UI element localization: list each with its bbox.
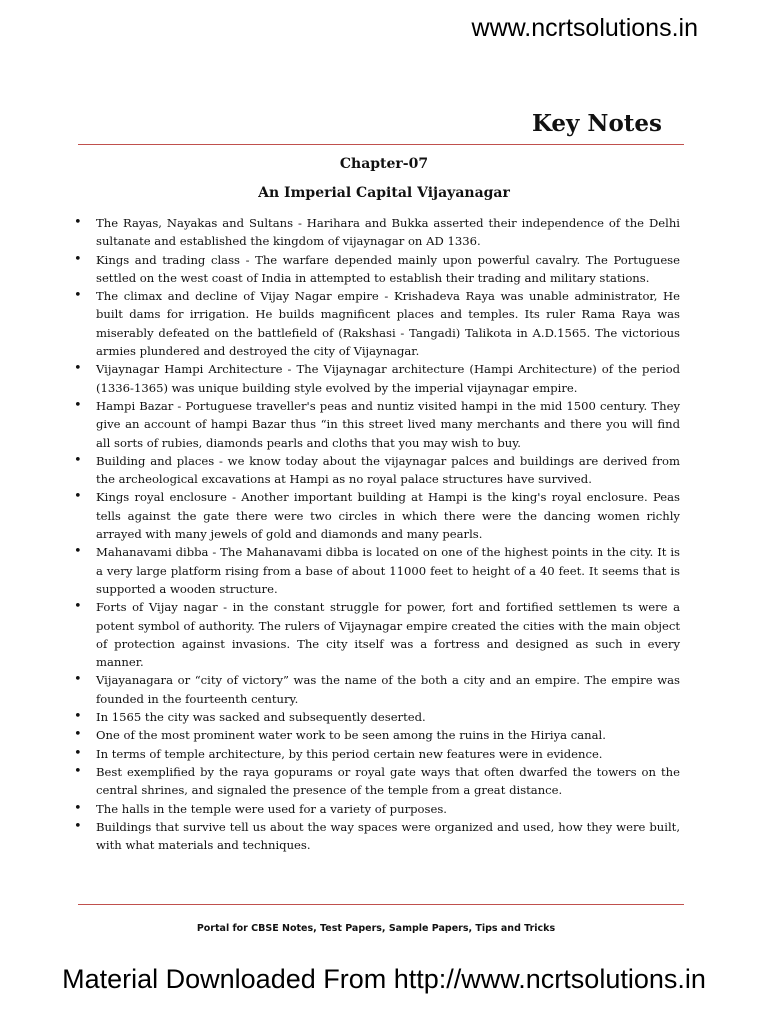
portal-footer-text: Portal for CBSE Notes, Test Papers, Sample Papers, Tips and Tricks	[196, 923, 556, 934]
list-item: • Kings and trading class - The warfare depended mainly upon powerful cavalry. The Portuguese settled on the west coast of India in attempted to establish their trading and military stations.	[96, 251, 680, 288]
list-item: • The Rayas, Nayakas and Sultans - Harihara and Bukka asserted their independence of the Delhi sultanate and established the kingdom of vijaynagar on AD 1336.	[96, 214, 680, 251]
list-item: • Vijayanagara or “city of victory” was the name of the both a city and an empire. The empire was founded in the fourteenth century.	[96, 671, 680, 708]
list-item: • In 1565 the city was sacked and subsequently deserted.	[96, 708, 680, 726]
key-notes-heading: Key Notes	[531, 110, 662, 137]
list-item: • Forts of Vijay nagar - in the constant struggle for power, fort and fortified settlemen ts were a potent symbol of authority. The rulers of Vijaynagar empire created the cities with the main object of protection against invasions. The city itself was a fortress and designed as such in every manner.	[96, 598, 680, 671]
notes-list	[96, 214, 680, 854]
list-item: • Mahanavami dibba - The Mahanavami dibba is located on one of the highest points in the city. It is a very large platform rising from a base of about 11000 feet to height of a 40 feet. It seems that is supported a wooden structure.	[96, 543, 680, 598]
list-item: • Kings royal enclosure - Another important building at Hampi is the king's royal enclosure. Peas tells against the gate there were two circles in which there were the dancing women richly arrayed with many jewels of gold and diamonds and many pearls.	[96, 488, 680, 543]
download-footer-text: Material Downloaded From http://www.ncrtsolutions.in	[62, 964, 706, 994]
list-item: • Best exemplified by the raya gopurams or royal gate ways that often dwarfed the towers on the central shrines, and signaled the presence of the temple from a great distance.	[96, 763, 680, 800]
list-item: • Hampi Bazar - Portuguese traveller's peas and nuntiz visited hampi in the mid 1500 century. They give an account of hampi Bazar thus “in this street lived many merchants and there you will find all sorts of rubies, diamonds pearls and cloths that you may wish to buy.	[96, 397, 680, 452]
chapter-number: Chapter-07	[339, 156, 429, 172]
site-url-header: www.ncrtsolutions.in	[471, 14, 698, 42]
list-item: • In terms of temple architecture, by this period certain new features were in evidence.	[96, 745, 680, 763]
list-item: • One of the most prominent water work to be seen among the ruins in the Hiriya canal.	[96, 726, 680, 744]
bottom-divider	[78, 904, 684, 905]
list-item: • Vijaynagar Hampi Architecture - The Vijaynagar architecture (Hampi Architecture) of the period (1336-1365) was unique building style evolved by the imperial vijaynagar empire.	[96, 360, 680, 397]
chapter-title: An Imperial Capital Vijayanagar	[258, 185, 510, 201]
list-item: • The halls in the temple were used for a variety of purposes.	[96, 800, 680, 818]
top-divider	[78, 144, 684, 145]
list-item: • Building and places - we know today about the vijaynagar palces and buildings are derived from the archeological excavations at Hampi as no royal palace structures have survived.	[96, 452, 680, 489]
list-item: • Buildings that survive tell us about the way spaces were organized and used, how they were built, with what materials and techniques.	[96, 818, 680, 855]
list-item: • The climax and decline of Vijay Nagar empire - Krishadeva Raya was unable administrator, He built dams for irrigation. He builds magnificent places and temples. Its ruler Rama Raya was miserably defeated on the battlefield of (Rakshasi - Tangadi) Talikota in A.D.1565. The victorious armies plundered and destroyed the city of Vijaynagar.	[96, 287, 680, 360]
